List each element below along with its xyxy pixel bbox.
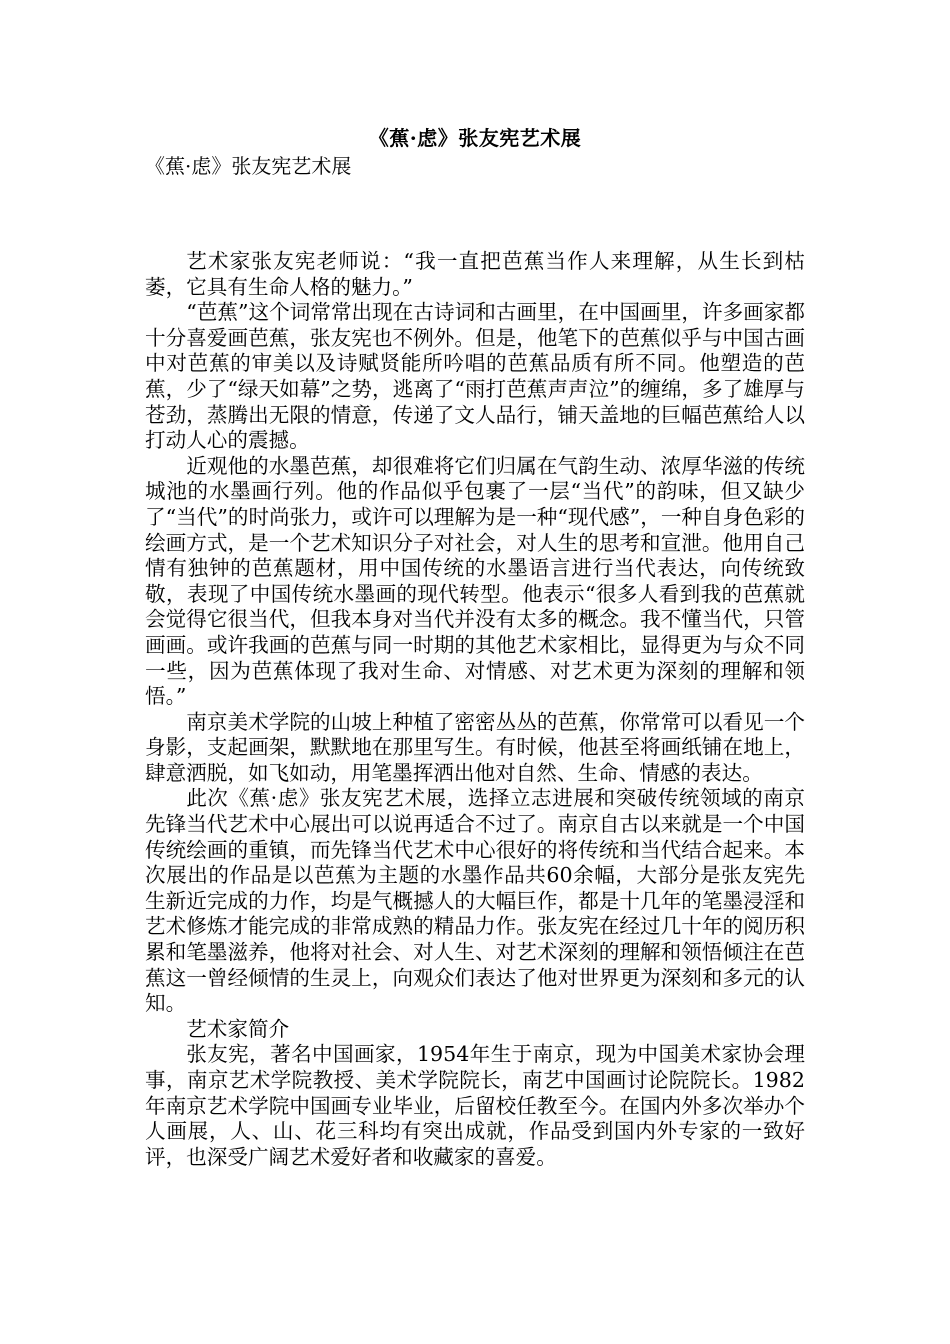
- paragraph-ink-contemporary: 近观他的水墨芭蕉，却很难将它们归属在气韵生动、浓厚华滋的传统城池的水墨画行列。他的作品似乎包裹了一层“当代”的韵味，但又缺少了“当代”的时尚张力，或许可以理解为是一种“现代感”，一种自身色彩的绘画方式，是一个艺术知识分子对社会，对人生的思考和宣泄。他用自己情有独钟的芭蕉题材，用中国传统的水墨语言进行当代表达，向传统致敬，表现了中国传统水墨画的现代转型。他表示“很多人看到我的芭蕉就会觉得它很当代，但我本身对当代并没有太多的概念。我不懂当代，只管画画。或许我画的芭蕉与同一时期的其他艺术家相比，显得更为与众不同一些，因为芭蕉体现了我对生命、对情感、对艺术更为深刻的理解和领悟。”: [145, 453, 805, 709]
- paragraph-banana-tradition: “芭蕉”这个词常常出现在古诗词和古画里，在中国画里，许多画家都十分喜爱画芭蕉，张友宪也不例外。但是，他笔下的芭蕉似乎与中国古画中对芭蕉的审美以及诗赋贤能所吟唱的芭蕉品质有所不同。他塑造的芭蕉，少了“绿天如幕”之势，逃离了“雨打芭蕉声声泣”的缠绵，多了雄厚与苍劲，蒸腾出无限的情意，传递了文人品行，铺天盖地的巨幅芭蕉给人以打动人心的震撼。: [145, 300, 805, 453]
- article-body: [145, 249, 805, 1170]
- section-heading-artist-bio: 艺术家简介: [186, 1016, 290, 1041]
- page-title: 《蕉·虑》张友宪艺术展: [368, 126, 582, 150]
- page-subtitle: 《蕉·虑》张友宪艺术展: [145, 154, 352, 178]
- paragraph-artist-bio: 张友宪，著名中国画家，1954年生于南京，现为中国美术家协会理事，南京艺术学院教授、美术学院院长，南艺中国画讨论院院长。1982年南京艺术学院中国画专业毕业，后留校任教至今。在国内外多次举办个人画展，人、山、花三科均有突出成就，作品受到国内外专家的一致好评，也深受广阔艺术爱好者和收藏家的喜爱。: [145, 1042, 805, 1169]
- paragraph-exhibition: 此次《蕉·虑》张友宪艺术展，选择立志进展和突破传统领域的南京先锋当代艺术中心展出可以说再适合不过了。南京自古以来就是一个中国传统绘画的重镇，而先锋当代艺术中心很好的将传统和当代结合起来。本次展出的作品是以芭蕉为主题的水墨作品共60余幅，大部分是张友宪先生新近完成的力作，均是气概撼人的大幅巨作，都是十几年的笔墨浸淫和艺术修炼才能完成的非常成熟的精品力作。张友宪在经过几十年的阅历积累和笔墨滋养，他将对社会、对人生、对艺术深刻的理解和领悟倾注在芭蕉这一曾经倾情的生灵上，向观众们表达了他对世界更为深刻和多元的认知。: [145, 786, 805, 1016]
- paragraph-sketching: 南京美术学院的山坡上种植了密密丛丛的芭蕉，你常常可以看见一个身影，支起画架，默默地在那里写生。有时候，他甚至将画纸铺在地上，肆意洒脱，如飞如动，用笔墨挥洒出他对自然、生命、情感的表达。: [145, 709, 805, 785]
- paragraph-quote: 艺术家张友宪老师说：“我一直把芭蕉当作人来理解，从生长到枯萎，它具有生命人格的魅力。”: [145, 249, 805, 299]
